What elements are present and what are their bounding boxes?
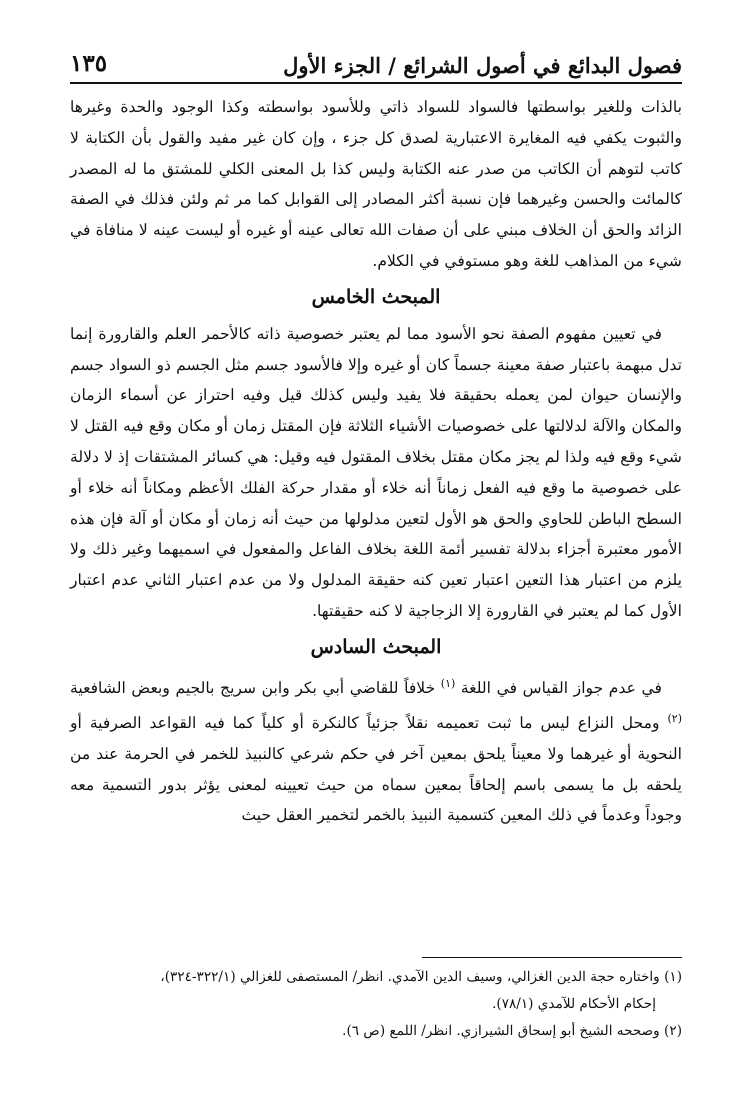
paragraph-1: بالذات وللغير بواسطتها فالسواد للسواد ذاتي وللأسود بواسطته وكذا الوجود والحدة وغيرها والثبوت يكفي فيه المغايرة الاعتبارية لصدق كل جزء ، وإن كان غير مفيد والقول بأن الكتابة لا كاتب لتوهم أن الكاتب من صدر عنه الكتابة وليس كذا بل المعنى الكلي للمشتق ما له المصدر كالمائت والحسن وغيرهما فإن نسبة أكثر المصادر إلى القوابل كما مر ثم ولئن فذلك في الصفة الزائد والحق أن الخلاف مبني على أن صفات الله تعالى عينه أو غيره أو ليست عينه لا منافاة في شيء من المذاهب للغة وهو مستوفي في الكلام. (70, 98, 682, 270)
footnote-rule (422, 957, 682, 958)
footnote-marker-2[interactable]: (٢) (667, 711, 682, 725)
footnote-2: (٢) وصححه الشيخ أبو إسحاق الشيرازي. انظر/ اللمع (ص ٦). (342, 1023, 682, 1039)
footnote-marker-1[interactable]: (١) (440, 676, 456, 690)
paragraph-3-part-3: ومحل النزاع ليس ما ثبت تعميمه نقلاً جزئياً كالنكرة أو كلياً كما فيه القواعد الصرفية أو النحوية أو غيرهما ولا معيناً يلحق بمعين آخر في حكم شرعي كالنبيذ للخمر في الحرمة عند من يلحقه بل ما يسمى باسم إلحاقاً بمعين سماه من حيث تعيينه لمعنى يؤثر بدور التسمية معه وجوداً وعدماً في ذلك المعين كتسمية النبيذ بالخمر لتخمير العقل حيث (70, 713, 682, 825)
running-title: فصول البدائع في أصول الشرائع / الجزء الأول (283, 52, 682, 78)
paragraph-3-part-1: في عدم جواز القياس في اللغة (460, 678, 662, 697)
page-header (70, 34, 682, 78)
footnotes (70, 964, 682, 1045)
main-text (70, 92, 682, 831)
footnote-1-line-1: (١) واختاره حجة الدين الغزالي، وسيف الدين الآمدي. انظر/ المستصفى للغزالي (٣٢٢/١-٣٢٤)، (160, 969, 682, 985)
section-title-sixth: المبحث السادس (310, 635, 442, 658)
paragraph-3 (70, 669, 682, 831)
page-number: ١٣٥ (70, 50, 108, 78)
paragraph-2: في تعيين مفهوم الصفة نحو الأسود مما لم يعتبر خصوصية ذاته كالأحمر العلم والقارورة إنما تدل مبهمة باعتبار صفة معينة جسماً كان أو غيره وإلا فالأسود جسم مثل الجسم ذو السواد جسم والإنسان حيوان لمن يعمله بحقيقة فلا يفيد وليس كذلك قيل وفيه احتراز عن أسماء الزمان والمكان والآلة لدلالتها على خصوصيات الأشياء الثلاثة فإن المقتل زمان أو مكان وقع فيه القتل لا شيء وقع فيه ولذا لم يجز مكان مقتل بخلاف المقتول فيه وقيل: هي كسائر المشتقات إذ لا دلالة على خصوصية ما وقع فيه الفعل زماناً أنه خلاء أو مقدار حركة الفلك الأعظم ومكاناً أنه خلاء أو السطح الباطن للحاوي والحق هو الأول لتعين مدلولها من حيث أنه زمان أو مكان أو آلة فإن هذه الأمور معتبرة أجزاء بدلالة تفسير أئمة اللغة بخلاف الفاعل والمفعول في اسميهما وغير ذلك ولا يلزم من اعتبار هذا التعين اعتبار تعين كنه حقيقة المدلول ولا من عدم اعتبار الثاني عدم اعتبار الأول كما لم يعتبر في القارورة إلا الزجاجية لا كنه حقيقتها. (70, 324, 682, 620)
header-rule (70, 82, 682, 84)
paragraph-3-part-2: خلافاً للقاضي أبي بكر وابن سريج بالجيم وبعض الشافعية (70, 678, 436, 697)
footnote-1-line-2: إحكام الأحكام للآمدي (٧٨/١). (492, 996, 656, 1012)
section-title-fifth: المبحث الخامس (311, 285, 441, 308)
